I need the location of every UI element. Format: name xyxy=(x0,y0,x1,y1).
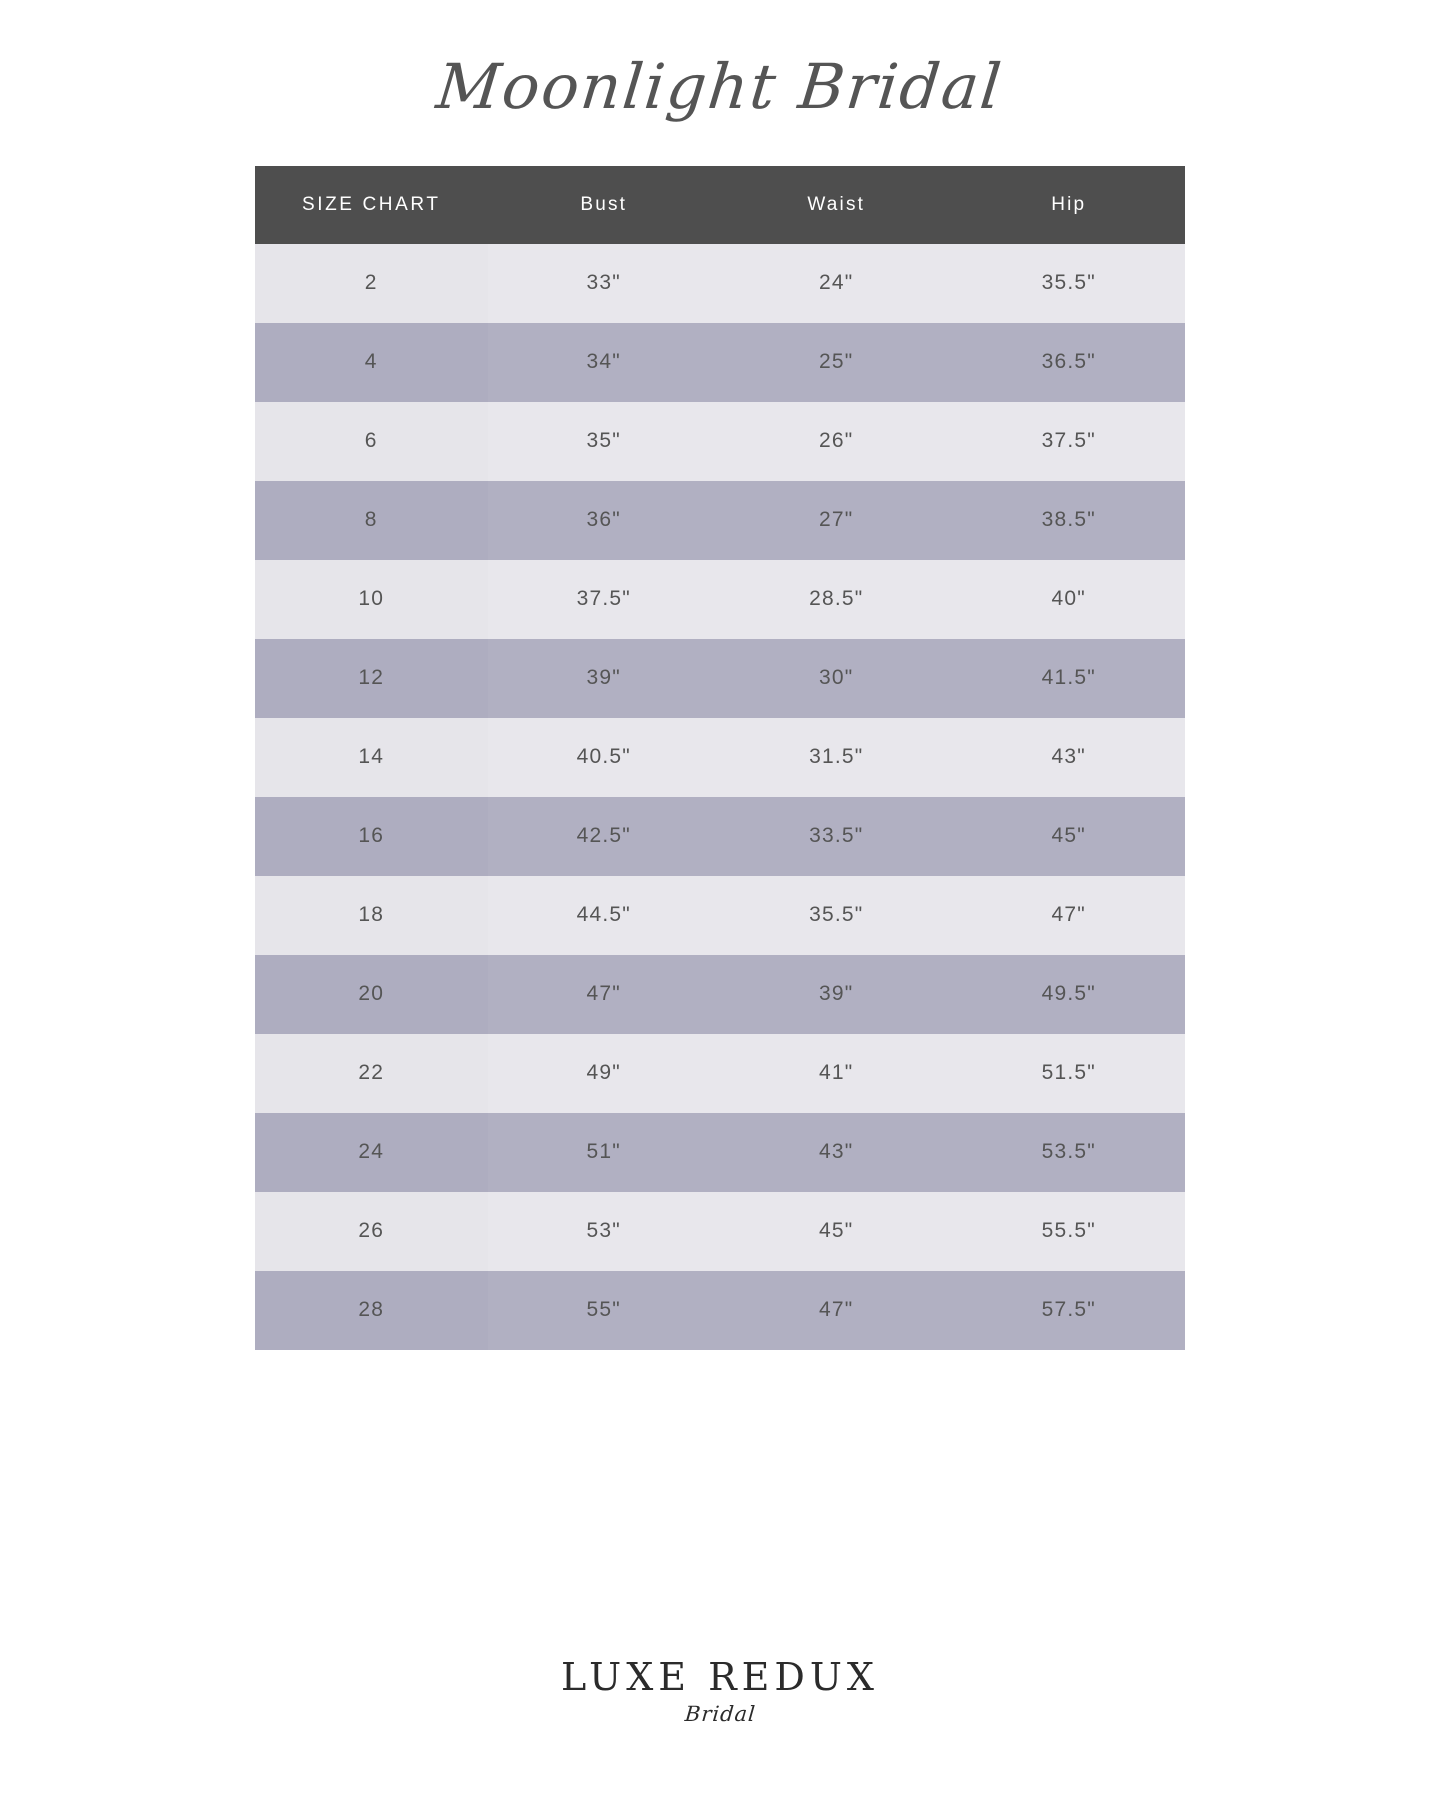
footer-logo-name: LUXE REDUX xyxy=(561,1655,879,1699)
cell-waist: 30" xyxy=(720,639,953,718)
table-row xyxy=(255,481,1185,560)
cell-hip: 37.5" xyxy=(953,402,1186,481)
size-chart-table xyxy=(255,166,1185,1350)
table-row xyxy=(255,1271,1185,1350)
cell-bust: 42.5" xyxy=(488,797,721,876)
cell-bust: 49" xyxy=(488,1034,721,1113)
size-chart-container xyxy=(255,166,1185,1350)
cell-size: 8 xyxy=(255,481,488,560)
column-header-bust: Bust xyxy=(488,166,721,244)
cell-size: 24 xyxy=(255,1113,488,1192)
cell-bust: 39" xyxy=(488,639,721,718)
cell-bust: 51" xyxy=(488,1113,721,1192)
cell-size: 28 xyxy=(255,1271,488,1350)
table-row xyxy=(255,1034,1185,1113)
cell-hip: 36.5" xyxy=(953,323,1186,402)
cell-hip: 53.5" xyxy=(953,1113,1186,1192)
cell-waist: 41" xyxy=(720,1034,953,1113)
cell-waist: 24" xyxy=(720,244,953,323)
cell-waist: 39" xyxy=(720,955,953,1034)
cell-bust: 34" xyxy=(488,323,721,402)
cell-bust: 53" xyxy=(488,1192,721,1271)
table-row xyxy=(255,323,1185,402)
cell-waist: 26" xyxy=(720,402,953,481)
table-row xyxy=(255,639,1185,718)
cell-bust: 35" xyxy=(488,402,721,481)
cell-size: 10 xyxy=(255,560,488,639)
cell-size: 18 xyxy=(255,876,488,955)
column-header-size: SIZE CHART xyxy=(255,166,488,244)
cell-bust: 44.5" xyxy=(488,876,721,955)
cell-hip: 49.5" xyxy=(953,955,1186,1034)
cell-hip: 45" xyxy=(953,797,1186,876)
cell-hip: 41.5" xyxy=(953,639,1186,718)
cell-bust: 33" xyxy=(488,244,721,323)
cell-hip: 43" xyxy=(953,718,1186,797)
table-row xyxy=(255,955,1185,1034)
cell-size: 22 xyxy=(255,1034,488,1113)
cell-size: 20 xyxy=(255,955,488,1034)
footer-logo-subtitle: Bridal xyxy=(683,1702,757,1726)
cell-bust: 40.5" xyxy=(488,718,721,797)
cell-bust: 55" xyxy=(488,1271,721,1350)
cell-hip: 35.5" xyxy=(953,244,1186,323)
cell-waist: 28.5" xyxy=(720,560,953,639)
cell-waist: 27" xyxy=(720,481,953,560)
table-header-row xyxy=(255,166,1185,244)
column-header-hip: Hip xyxy=(953,166,1186,244)
table-row xyxy=(255,797,1185,876)
cell-size: 4 xyxy=(255,323,488,402)
table-row xyxy=(255,402,1185,481)
cell-size: 26 xyxy=(255,1192,488,1271)
cell-size: 2 xyxy=(255,244,488,323)
table-row xyxy=(255,1192,1185,1271)
cell-bust: 47" xyxy=(488,955,721,1034)
cell-hip: 40" xyxy=(953,560,1186,639)
cell-size: 14 xyxy=(255,718,488,797)
cell-hip: 47" xyxy=(953,876,1186,955)
table-row xyxy=(255,1113,1185,1192)
cell-waist: 43" xyxy=(720,1113,953,1192)
table-row xyxy=(255,718,1185,797)
table-header xyxy=(255,166,1185,244)
cell-hip: 57.5" xyxy=(953,1271,1186,1350)
cell-waist: 47" xyxy=(720,1271,953,1350)
cell-waist: 31.5" xyxy=(720,718,953,797)
table-row xyxy=(255,560,1185,639)
cell-size: 12 xyxy=(255,639,488,718)
page-title: Moonlight Bridal xyxy=(433,50,1007,123)
cell-size: 6 xyxy=(255,402,488,481)
cell-waist: 35.5" xyxy=(720,876,953,955)
cell-waist: 33.5" xyxy=(720,797,953,876)
column-header-waist: Waist xyxy=(720,166,953,244)
cell-hip: 55.5" xyxy=(953,1192,1186,1271)
footer-logo xyxy=(0,1655,1440,1726)
cell-bust: 37.5" xyxy=(488,560,721,639)
cell-waist: 25" xyxy=(720,323,953,402)
table-row xyxy=(255,876,1185,955)
cell-hip: 51.5" xyxy=(953,1034,1186,1113)
table-row xyxy=(255,244,1185,323)
cell-waist: 45" xyxy=(720,1192,953,1271)
cell-size: 16 xyxy=(255,797,488,876)
table-body xyxy=(255,244,1185,1350)
cell-bust: 36" xyxy=(488,481,721,560)
cell-hip: 38.5" xyxy=(953,481,1186,560)
